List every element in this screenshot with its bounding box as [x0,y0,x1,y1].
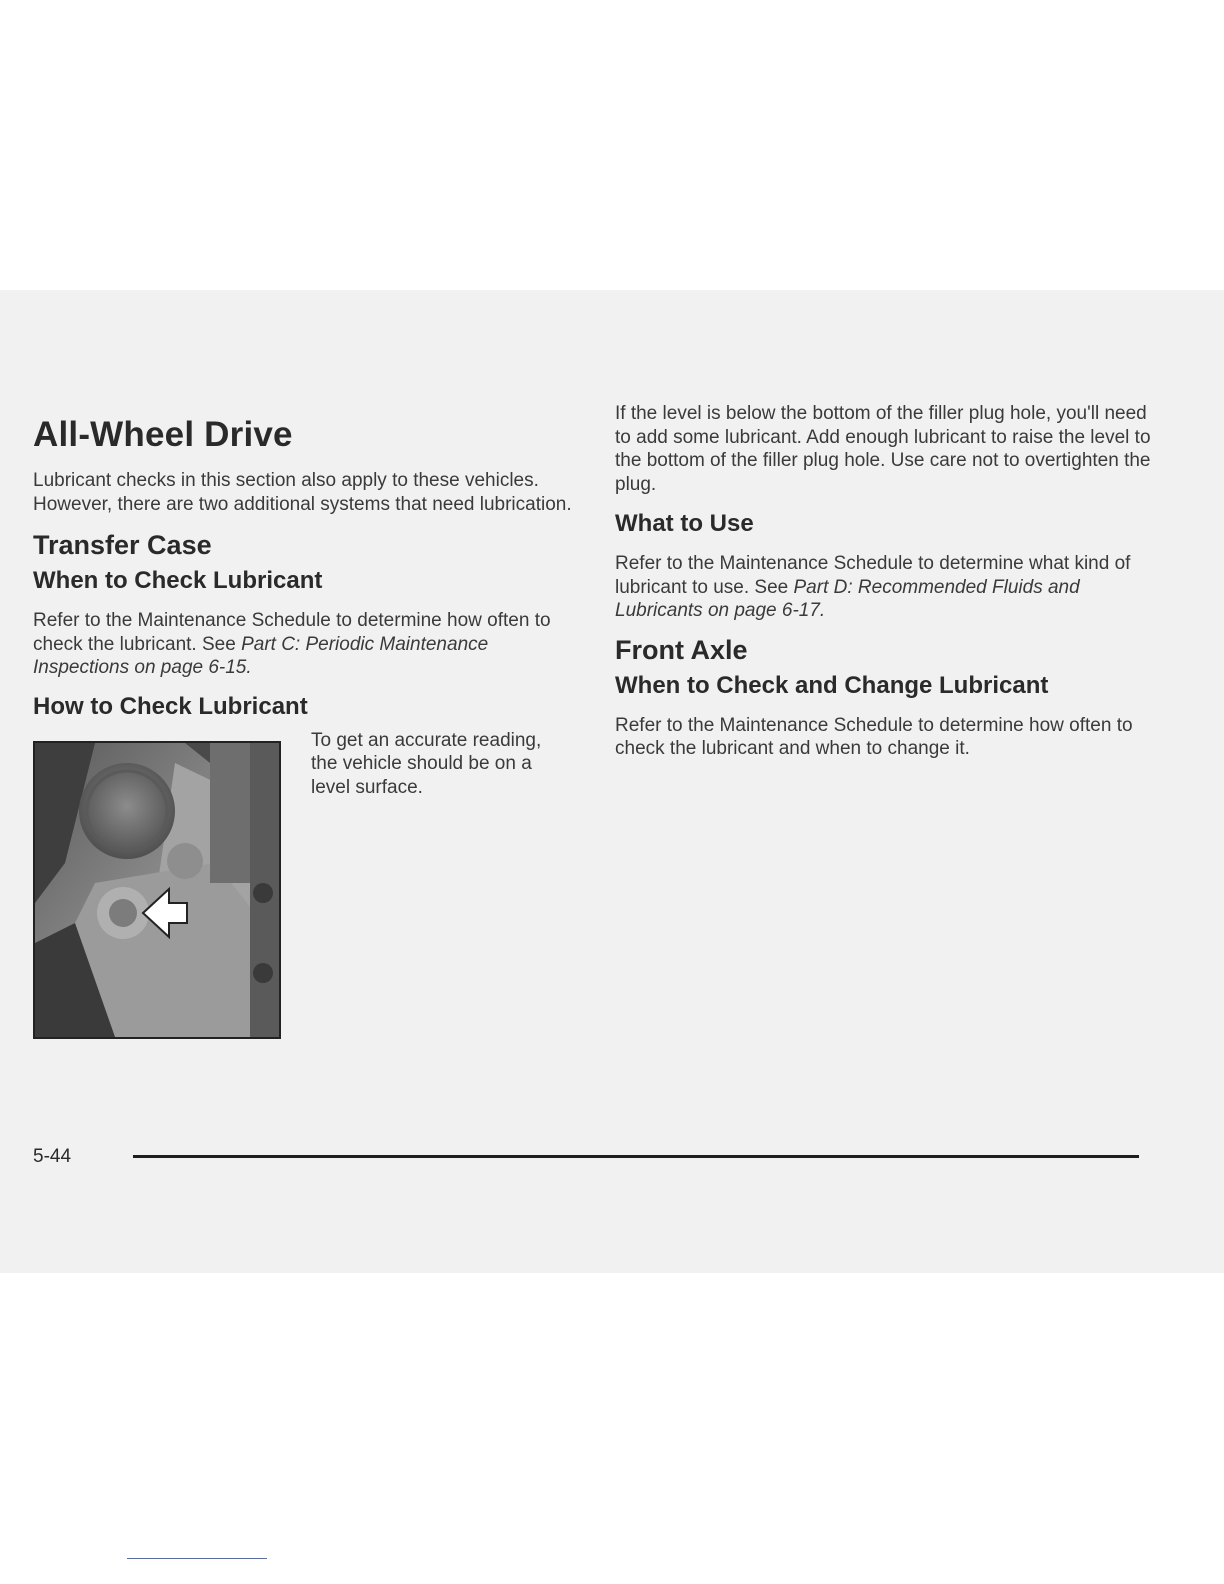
left-column [33,415,573,1039]
when-to-check-paragraph [33,609,573,680]
what-to-use-text: Refer to the Maintenance Schedule to determine what kind of lubricant to use. See [615,553,1131,598]
figure-row [33,729,573,1039]
level-paragraph: If the level is below the bottom of the filler plug hole, you'll need to add some lubricant. Add enough lubricant to raise the level to the bottom of the filler plug hole. Use care not to overtighten the plug. [615,403,1151,495]
bottom-link-underline [127,1558,267,1559]
what-to-use-paragraph [615,552,1155,623]
transfer-case-photo [33,741,281,1039]
heading-front-axle: Front Axle [615,634,748,665]
intro-paragraph: Lubricant checks in this section also apply to these vehicles. However, there are two additional systems that need lubrication. [33,470,572,515]
page-number: 5-44 [33,1146,72,1167]
front-axle-paragraph: Refer to the Maintenance Schedule to determine how often to check the lubricant and when to change it. [615,714,1133,759]
heading-when-to-check-and-change: When to Check and Change Lubricant [615,671,1049,699]
when-to-check-reference: Part C: Periodic Maintenance Inspections on page 6-15. [33,633,489,678]
when-to-check-text: Refer to the Maintenance Schedule to determine how often to check the lubricant. See [33,610,551,655]
section-title-all-wheel-drive: All-Wheel Drive [33,415,293,454]
heading-when-to-check: When to Check Lubricant [33,567,323,594]
heading-how-to-check: How to Check Lubricant [33,692,308,720]
footer-rule [133,1155,1139,1158]
heading-transfer-case: Transfer Case [33,530,212,560]
how-to-check-paragraph: To get an accurate reading, the vehicle should be on a level surface. [311,729,542,798]
transfer-case-illustration [35,743,279,1037]
right-column [615,402,1155,761]
what-to-use-reference: Part D: Recommended Fluids and Lubricants on page 6-17. [615,576,1080,621]
heading-what-to-use: What to Use [615,510,754,537]
figure-caption [311,729,571,800]
